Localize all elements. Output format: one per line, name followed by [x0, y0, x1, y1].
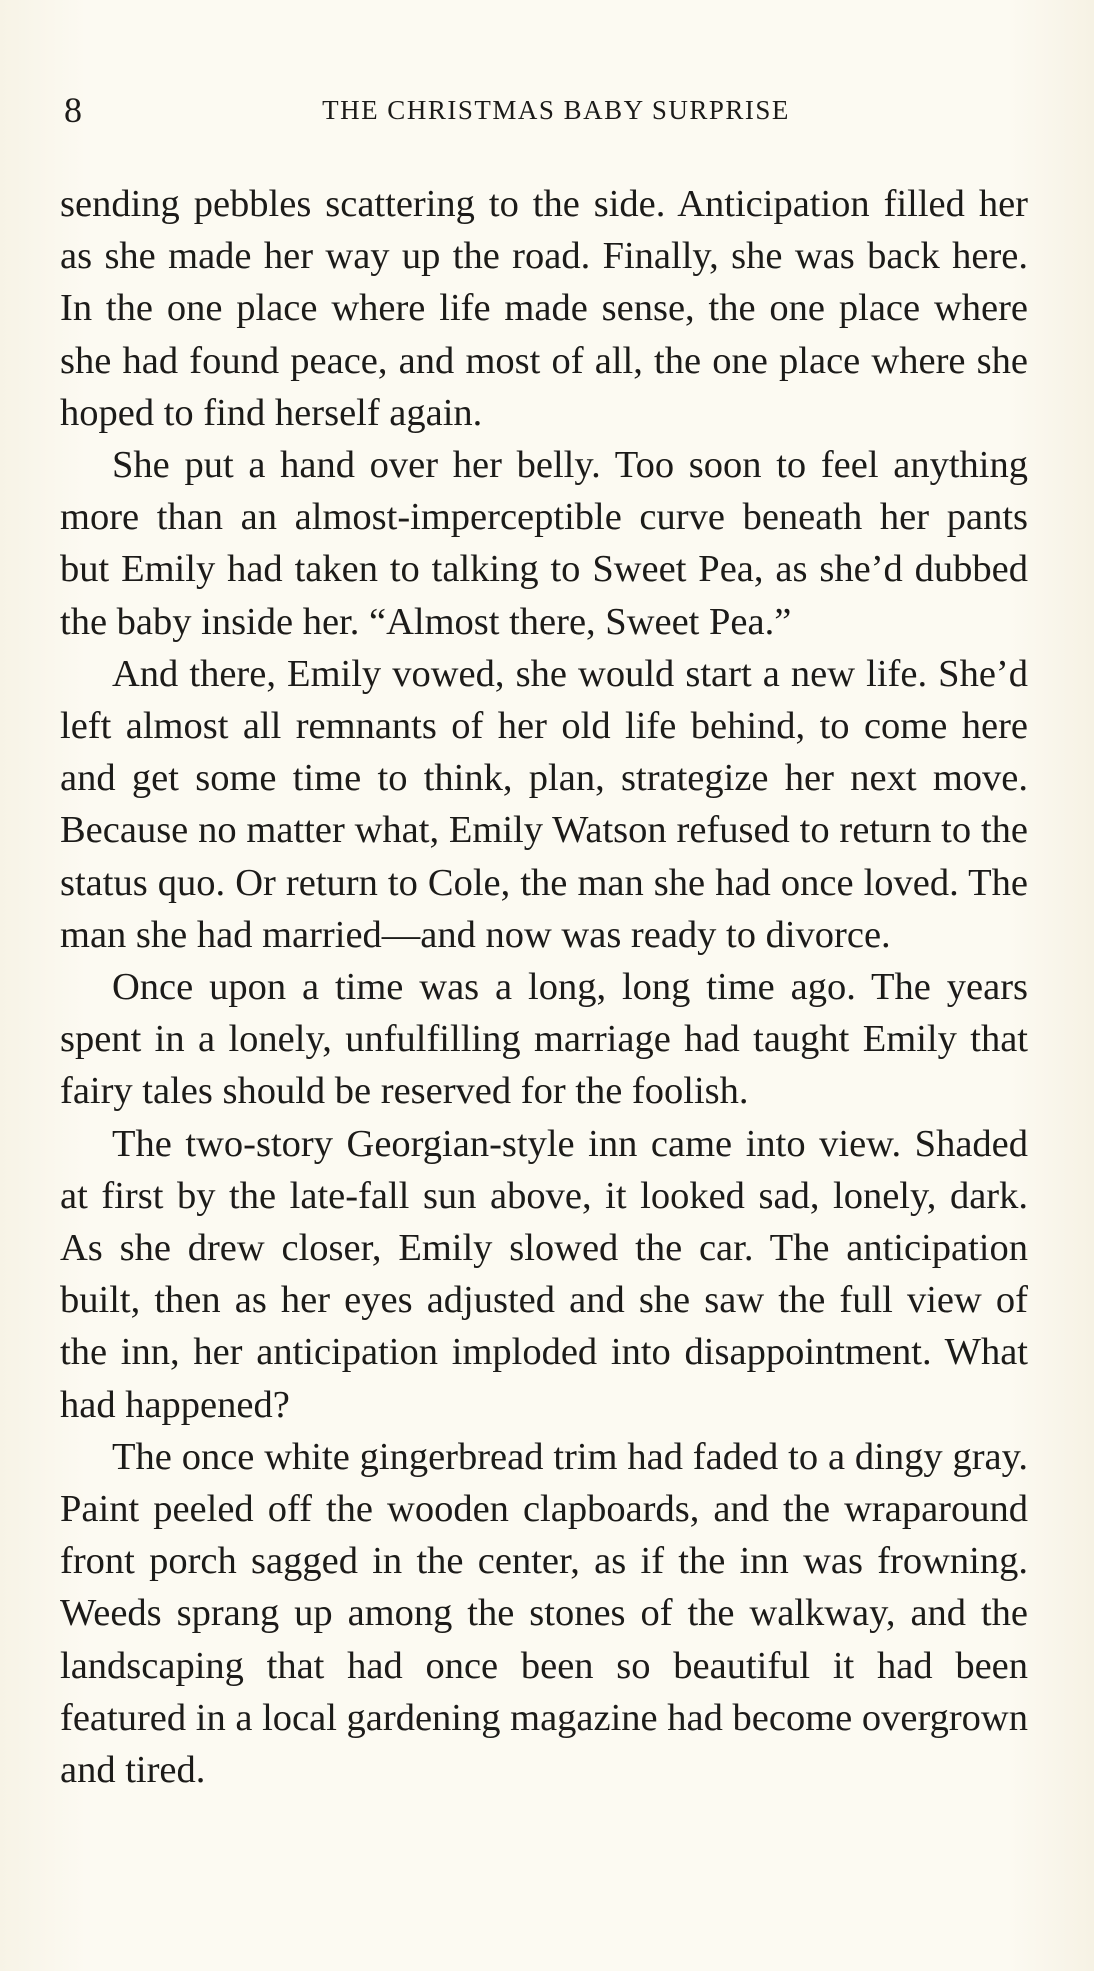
paragraph: sending pebbles scattering to the side. Anticipation filled her as she made her way up the road. Finally, she was back here. In the one place where life made sense, the one place where she had found peace, and most of all, the one place where she hoped to find herself again.: [60, 183, 1028, 434]
book-title: THE CHRISTMAS BABY SURPRISE: [322, 95, 790, 125]
paragraph: Once upon a time was a long, long time ago. The years spent in a lonely, unfulfilling marriage had taught Emily that fairy tales should be reserved for the foolish.: [60, 966, 1028, 1113]
paragraph: The two-story Georgian-style inn came into view. Shaded at first by the late-fall sun above, it looked sad, lonely, dark. As she drew closer, Emily slowed the car. The anticipation built, then as her eyes adjusted and she saw the full view of the inn, her anticipation imploded into disappointment. What had happened?: [60, 1122, 1028, 1426]
paragraph: She put a hand over her belly. Too soon to feel anything more than an almost-imperceptible curve beneath her pants but Emily had taken to talking to Sweet Pea, as she’d dubbed the baby inside her. “Almost there, Sweet Pea.”: [60, 444, 1028, 643]
running-head: [64, 88, 1024, 132]
page-number: 8: [64, 90, 82, 130]
body-text: [60, 178, 1028, 1796]
paragraph: The once white gingerbread trim had faded to a dingy gray. Paint peeled off the wooden clapboards, and the wraparound front porch sagged in the center, as if the inn was frowning. Weeds sprang up among the stones of the walkway, and the landscaping that had once been so beautiful it had been featured in a local gardening magazine had become overgrown and tired.: [60, 1435, 1028, 1792]
paragraph: And there, Emily vowed, she would start a new life. She’d left almost all remnants of her old life behind, to come here and get some time to think, plan, strategize her next move. Because no matter what, Emily Watson refused to return to the status quo. Or return to Cole, the man she had once loved. The man she had married—and now was ready to divorce.: [60, 652, 1028, 956]
